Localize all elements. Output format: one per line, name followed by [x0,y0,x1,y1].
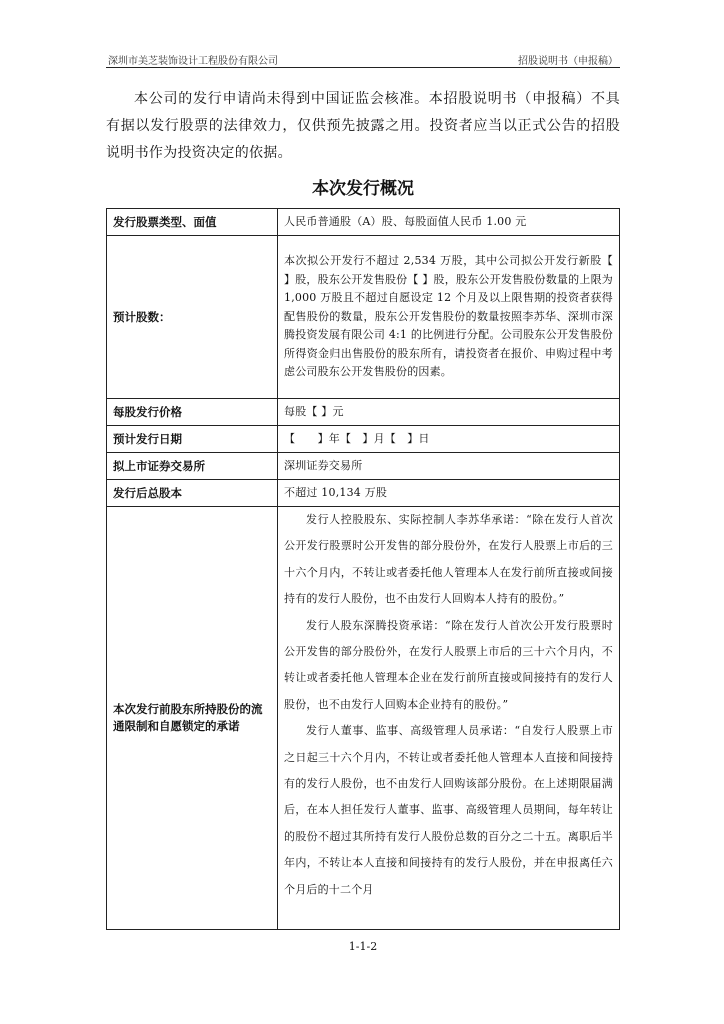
table-row [107,236,620,399]
table-row [107,209,620,236]
lockup-commitment-paragraph: 发行人控股股东、实际控制人李苏华承诺：“除在发行人首次公开发行股票时公开发售的部分股份外，在发行人股票上市后的三十六个月内，不转让或者委托他人管理本人在发行前所直接或间接持有的发行人股份，也不由发行人回购本人持有的股份。” [284,513,613,606]
lockup-commitment-paragraph: 发行人股东深腾投资承诺：“除在发行人首次公开发行股票时公开发售的部分股份外，在发行人股票上市后的三十六个月内，不转让或者委托他人管理本企业在发行前所直接或间接持有的发行人股份，也不由发行人回购本企业持有的股份。” [284,618,613,711]
table-row [107,507,620,930]
row-label: 预计发行日期 [107,426,278,453]
row-label: 预计股数： [107,236,278,399]
page-header [106,52,620,68]
row-value: 本次拟公开发行不超过 2,534 万股，其中公司拟公开发行新股【 】股，股东公开发售股份【 】股，股东公开发售股份数量的上限为 1,000 万股且不超过自愿设定 12 个月及以上限售期的投资者获得配售股份的数量，股东公开发售股份的数量按照李苏华、深圳市深腾投资发展有限公司 4:1 的比例进行分配。公司股东公开发售股份所得资金归出售股份的股东所有，请投资者在报价、申购过程中考虑公司股东公开发售股份的因素。 [278,236,620,399]
header-company-name: 深圳市美芝装饰设计工程股份有限公司 [108,56,278,67]
table-row [107,453,620,480]
row-value: 不超过 10,134 万股 [278,480,620,507]
row-value [278,507,620,930]
row-label: 本次发行前股东所持股份的流通限制和自愿锁定的承诺 [107,507,278,930]
table-row [107,426,620,453]
header-divider [106,67,620,68]
row-value: 深圳证券交易所 [278,453,620,480]
table-row [107,480,620,507]
row-value: 每股【 】元 [278,399,620,426]
page-title: 本次发行概况 [312,179,414,199]
header-document-type: 招股说明书（申报稿） [518,56,618,67]
row-value: 【 】年【 】月【 】日 [278,426,620,453]
row-value: 人民币普通股（A）股、每股面值人民币 1.00 元 [278,209,620,236]
offering-overview-table [106,208,620,930]
row-label: 发行后总股本 [107,480,278,507]
page-number: 1-1-2 [348,940,378,953]
row-label: 发行股票类型、面值 [107,209,278,236]
row-label: 每股发行价格 [107,399,278,426]
lockup-commitment-paragraph: 发行人董事、监事、高级管理人员承诺：“自发行人股票上市之日起三十六个月内，不转让或者委托他人管理本人直接和间接持有的发行人股份，也不由发行人回购该部分股份。在上述期限届满后，在本人担任发行人董事、监事、高级管理人员期间，每年转让的股份不超过其所持有发行人股份总数的百分之二十五。离职后半年内，不转让本人直接和间接持有的发行人股份，并在申报离任六个月后的十二个月 [284,724,613,896]
intro-disclaimer: 本公司的发行申请尚未得到中国证监会核准。本招股说明书（申报稿）不具有据以发行股票的法律效力，仅供预先披露之用。投资者应当以正式公告的招股说明书作为投资决定的依据。 [106,91,620,161]
table-row [107,399,620,426]
row-label: 拟上市证券交易所 [107,453,278,480]
